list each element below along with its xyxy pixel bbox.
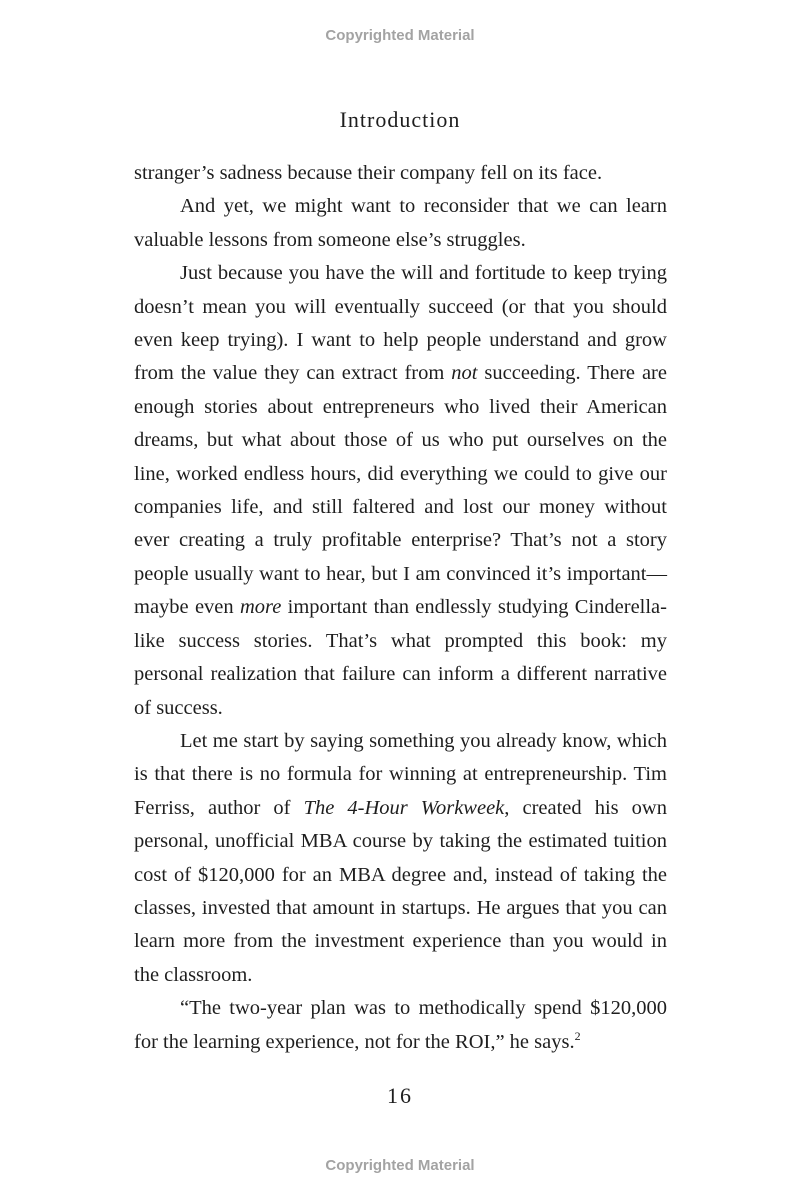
emphasis: more xyxy=(239,596,282,619)
footnote-marker[interactable]: 2 xyxy=(574,1028,581,1043)
paragraph: Just because you have the will and fortitude to keep trying doesn’t mean you will eventually succeed (or that you should even keep trying). I want to help people understand and grow from the value they can extract from not succeeding. There are enough stories about entrepreneurs who lived their American dreams, but what about those of us who put ourselves on the line, worked endless hours, did everything we could to give our companies life, and still faltered and lost our money without ever creating a truly profitable enterprise? That’s not a story people usually want to hear, but I am convinced it’s important—maybe even more important than endlessly studying Cinderella-like success stories. That’s what prompted this book: my personal realization that failure can inform a different narrative of success. xyxy=(134,262,667,719)
paragraph: “The two-year plan was to methodically spend $120,000 for the learning experience, not for the ROI,” he says.$^2$ xyxy=(134,997,667,1053)
emphasis: not xyxy=(451,362,478,385)
paragraph: stranger’s sadness because their company fell on its face. xyxy=(134,162,603,184)
page-number: 16 xyxy=(387,1083,413,1108)
paragraph: Let me start by saying something you already know, which is that there is no formula for winning at entrepreneurship. Tim Ferriss, author of The 4-Hour Workweek, created his own personal, unofficial MBA course by taking the estimated tuition cost of $120,000 for an MBA degree and, instead of taking the classes, invested that amount in startups. He argues that you can learn more from the investment experience than you would in the classroom. xyxy=(134,729,667,986)
book-title: The 4-Hour Workweek xyxy=(303,796,505,819)
copyright-watermark-top: Copyrighted Material xyxy=(325,27,475,44)
body-text xyxy=(134,157,667,1059)
paragraph: And yet, we might want to reconsider that we can learn valuable lessons from someone else’s struggles. xyxy=(134,195,667,251)
copyright-watermark-bottom: Copyrighted Material xyxy=(325,1157,475,1174)
running-head-title: Introduction xyxy=(339,107,461,132)
